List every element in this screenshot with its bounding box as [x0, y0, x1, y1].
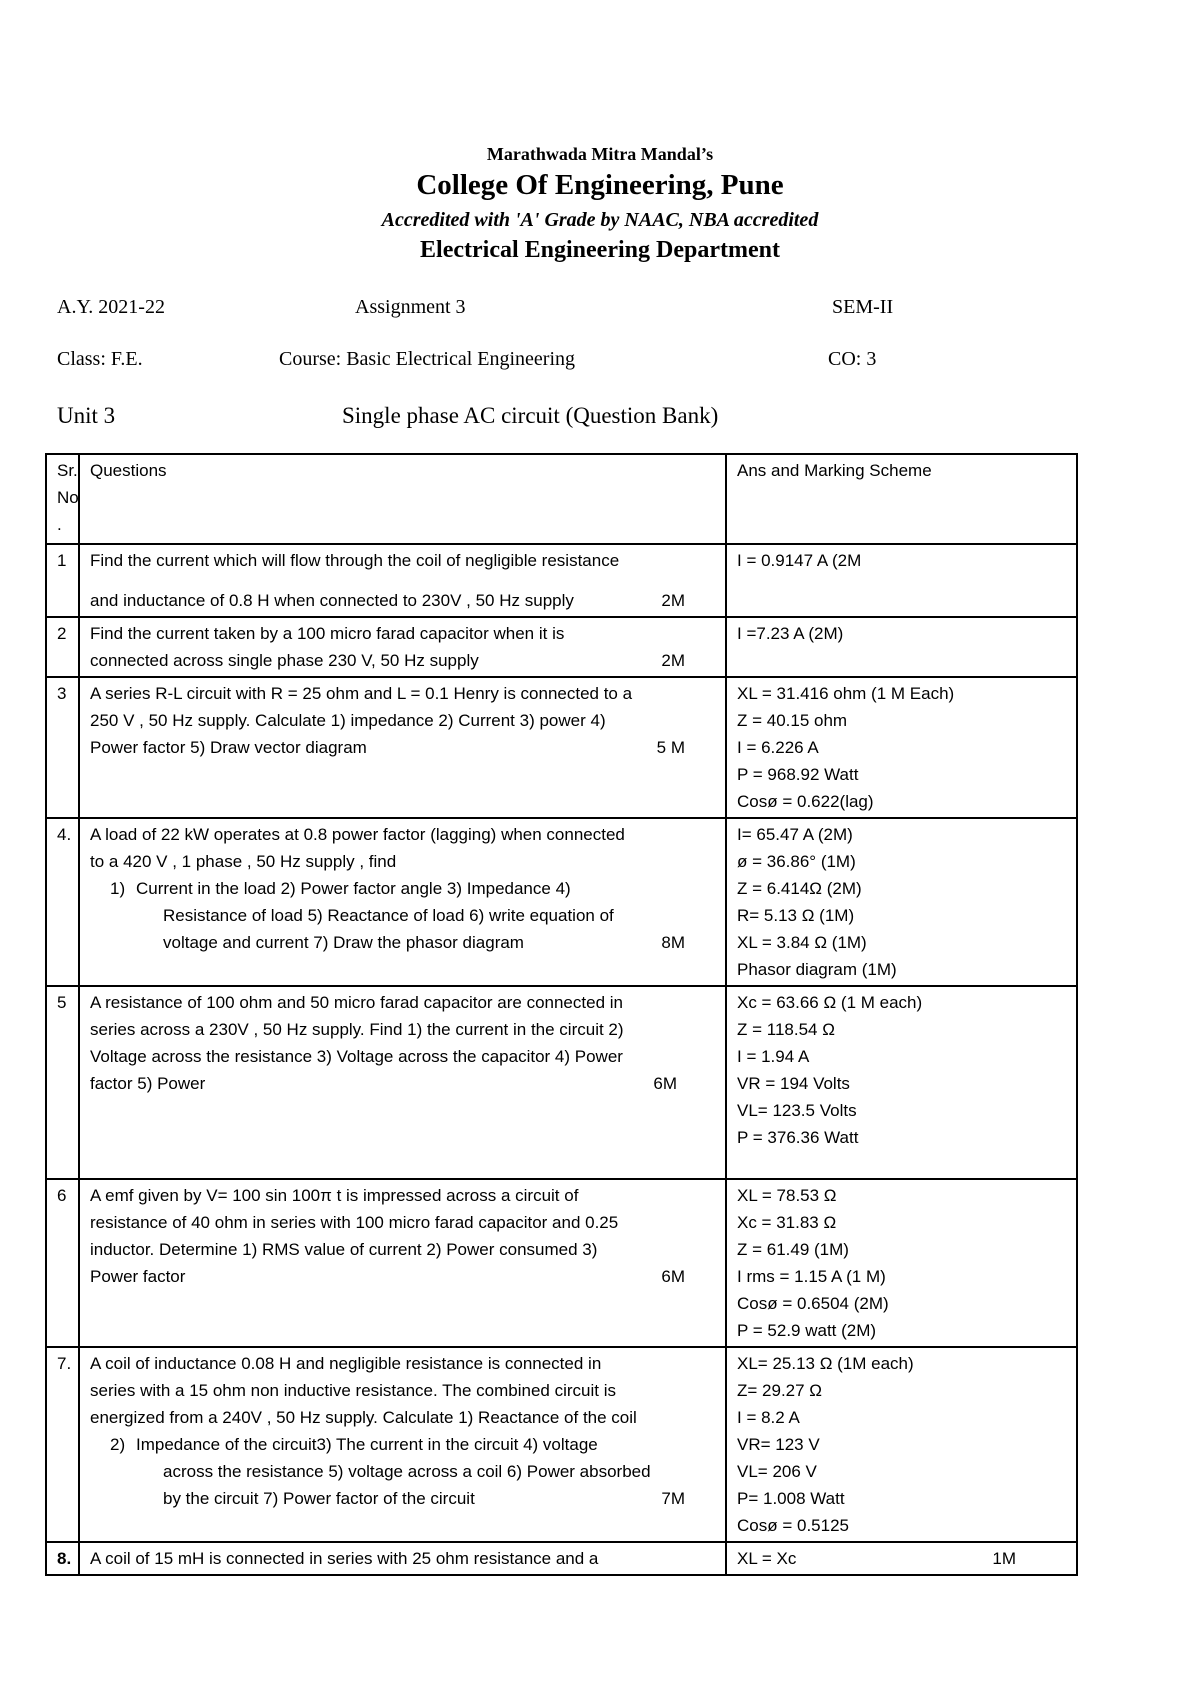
- table-row: [46, 544, 1077, 617]
- question-line: A resistance of 100 ohm and 50 micro farad capacitor are connected in: [90, 993, 623, 1012]
- answer-line: VL= 123.5 Volts: [737, 1101, 857, 1120]
- answer-line: Phasor diagram (1M): [737, 960, 897, 979]
- question-line: [90, 587, 715, 614]
- question-text: connected across single phase 230 V, 50 Hz supply: [90, 651, 479, 670]
- marks: 6M: [653, 1074, 677, 1093]
- sr-no: 1: [46, 544, 79, 617]
- table-row: [46, 617, 1077, 677]
- question: [79, 1179, 726, 1347]
- answer-line: VR= 123 V: [737, 1435, 820, 1454]
- academic-year: A.Y. 2021-22: [57, 296, 165, 318]
- question-line: 250 V , 50 Hz supply. Calculate 1) impedance 2) Current 3) power 4): [90, 711, 606, 730]
- answer: [726, 617, 1077, 677]
- semester: SEM-II: [832, 296, 894, 318]
- table-row: [46, 1347, 1077, 1542]
- table-row: [46, 818, 1077, 986]
- question: [79, 677, 726, 818]
- question-text: and inductance of 0.8 H when connected to 230V , 50 Hz supply: [90, 591, 574, 610]
- question-text: factor 5) Power: [90, 1074, 206, 1093]
- answer-line: I= 65.47 A (2M): [737, 825, 853, 844]
- answer-line: ø = 36.86° (1M): [737, 852, 856, 871]
- sr-no: 4.: [46, 818, 79, 986]
- department: Electrical Engineering Department: [420, 237, 780, 263]
- question-text: Current in the load 2) Power factor angle 3) Impedance 4): [136, 879, 571, 898]
- answer-line: [737, 1545, 1066, 1572]
- question-line: Find the current taken by a 100 micro farad capacitor when it is: [90, 624, 565, 643]
- question-bank-table: [45, 453, 1078, 1576]
- question-subitem: [90, 875, 715, 902]
- header-questions: Questions: [79, 454, 726, 544]
- sr-no: 8.: [46, 1542, 79, 1575]
- marks: 8M: [661, 933, 685, 952]
- sr-no: 2: [46, 617, 79, 677]
- answer-line: I = 8.2 A: [737, 1408, 800, 1427]
- answer-line: XL= 25.13 Ω (1M each): [737, 1354, 914, 1373]
- answer: [726, 986, 1077, 1179]
- question-line: [90, 1070, 715, 1097]
- answer-line: I = 1.94 A: [737, 1047, 810, 1066]
- answer: [726, 544, 1077, 617]
- sr-no: 6: [46, 1179, 79, 1347]
- answer: [726, 677, 1077, 818]
- table-row: [46, 677, 1077, 818]
- answer-line: Cosø = 0.5125: [737, 1516, 849, 1535]
- question-line: [90, 647, 715, 674]
- answer-line: I =7.23 A (2M): [737, 624, 844, 643]
- question-line: [90, 929, 715, 956]
- answer-line: P = 52.9 watt (2M): [737, 1321, 877, 1340]
- question-line: resistance of 40 ohm in series with 100 micro farad capacitor and 0.25: [90, 1213, 619, 1232]
- answer-text: XL = Xc: [737, 1549, 797, 1568]
- answer-line: R= 5.13 Ω (1M): [737, 906, 855, 925]
- question-line: A series R-L circuit with R = 25 ohm and L = 0.1 Henry is connected to a: [90, 684, 633, 703]
- table-row: [46, 1542, 1077, 1575]
- answer-line: P = 376.36 Watt: [737, 1128, 859, 1147]
- marks: 6M: [661, 1267, 685, 1286]
- question-text: Power factor: [90, 1267, 186, 1286]
- marks: 7M: [661, 1489, 685, 1508]
- accreditation: Accredited with 'A' Grade by NAAC, NBA accredited: [381, 209, 819, 231]
- question: [79, 617, 726, 677]
- answer-line: I = 6.226 A: [737, 738, 819, 757]
- answer-line: Cosø = 0.6504 (2M): [737, 1294, 889, 1313]
- header-answers: Ans and Marking Scheme: [726, 454, 1077, 544]
- question-line: inductor. Determine 1) RMS value of current 2) Power consumed 3): [90, 1240, 598, 1259]
- question-text: by the circuit 7) Power factor of the circuit: [163, 1489, 475, 1508]
- question-line: to a 420 V , 1 phase , 50 Hz supply , find: [90, 852, 397, 871]
- question-line: [90, 1485, 715, 1512]
- answer-line: XL = 31.416 ohm (1 M Each): [737, 684, 955, 703]
- sr-no: 7.: [46, 1347, 79, 1542]
- question-text: Power factor 5) Draw vector diagram: [90, 738, 367, 757]
- question-line: A coil of inductance 0.08 H and negligible resistance is connected in: [90, 1354, 602, 1373]
- sr-no: 3: [46, 677, 79, 818]
- assignment-number: Assignment 3: [355, 296, 466, 318]
- question-line: Find the current which will flow through the coil of negligible resistance: [90, 551, 620, 570]
- question-line: across the resistance 5) voltage across a coil 6) Power absorbed: [163, 1462, 651, 1481]
- answer: [726, 1179, 1077, 1347]
- college-name: College Of Engineering, Pune: [416, 169, 784, 201]
- question-text: Impedance of the circuit3) The current in the circuit 4) voltage: [136, 1435, 598, 1454]
- answer-line: I rms = 1.15 A (1 M): [737, 1267, 886, 1286]
- question: [79, 1542, 726, 1575]
- question-line: A load of 22 kW operates at 0.8 power factor (lagging) when connected: [90, 825, 625, 844]
- marks: 2M: [661, 651, 685, 670]
- header-sr-no: Sr. No .: [46, 454, 79, 544]
- question-line: A emf given by V= 100 sin 100π t is impressed across a circuit of: [90, 1186, 579, 1205]
- marks: 5 M: [656, 738, 685, 757]
- class: Class: F.E.: [57, 348, 143, 370]
- question: [79, 544, 726, 617]
- org-name: Marathwada Mitra Mandal’s: [486, 144, 714, 164]
- answer-line: VR = 194 Volts: [737, 1074, 850, 1093]
- question-line: [90, 1263, 715, 1290]
- answer: [726, 1542, 1077, 1575]
- answer-line: Z= 29.27 Ω: [737, 1381, 823, 1400]
- answer: [726, 1347, 1077, 1542]
- subitem-number: 1): [110, 879, 126, 898]
- question-line: A coil of 15 mH is connected in series with 25 ohm resistance and a: [90, 1549, 599, 1568]
- answer-line: XL = 3.84 Ω (1M): [737, 933, 867, 952]
- answer-line: Cosø = 0.622(lag): [737, 792, 874, 811]
- marks: 2M: [661, 591, 685, 610]
- answer-line: P= 1.008 Watt: [737, 1489, 845, 1508]
- question-subitem: [90, 1431, 715, 1458]
- subitem-number: 2): [110, 1435, 126, 1454]
- answer-line: Xc = 63.66 Ω (1 M each): [737, 993, 923, 1012]
- answer-line: XL = 78.53 Ω: [737, 1186, 837, 1205]
- answer-line: I = 0.9147 A (2M: [737, 551, 862, 570]
- question: [79, 818, 726, 986]
- question-line: series across a 230V , 50 Hz supply. Find 1) the current in the circuit 2): [90, 1020, 624, 1039]
- unit-title: Single phase AC circuit (Question Bank): [342, 403, 719, 428]
- question-line: series with a 15 ohm non inductive resistance. The combined circuit is: [90, 1381, 616, 1400]
- answer-line: P = 968.92 Watt: [737, 765, 859, 784]
- question-line: Resistance of load 5) Reactance of load 6) write equation of: [163, 906, 614, 925]
- question-line: energized from a 240V , 50 Hz supply. Calculate 1) Reactance of the coil: [90, 1408, 637, 1427]
- course: Course: Basic Electrical Engineering: [279, 348, 576, 370]
- question-line: [90, 734, 715, 761]
- question: [79, 1347, 726, 1542]
- answer-line: VL= 206 V: [737, 1462, 817, 1481]
- answer-line: Z = 118.54 Ω: [737, 1020, 835, 1039]
- question: [79, 986, 726, 1179]
- table-row: [46, 986, 1077, 1179]
- answer-line: Z = 40.15 ohm: [737, 711, 848, 730]
- answer-line: Z = 6.414Ω (2M): [737, 879, 862, 898]
- table-header-row: [46, 454, 1077, 544]
- question-line: Voltage across the resistance 3) Voltage across the capacitor 4) Power: [90, 1047, 623, 1066]
- answer-line: Xc = 31.83 Ω: [737, 1213, 837, 1232]
- unit: Unit 3: [57, 403, 116, 428]
- answer: [726, 818, 1077, 986]
- answer-line: Z = 61.49 (1M): [737, 1240, 849, 1259]
- question-text: voltage and current 7) Draw the phasor diagram: [163, 933, 524, 952]
- table-row: [46, 1179, 1077, 1347]
- sr-no: 5: [46, 986, 79, 1179]
- course-outcome: CO: 3: [828, 348, 877, 370]
- marks: 1M: [992, 1549, 1016, 1568]
